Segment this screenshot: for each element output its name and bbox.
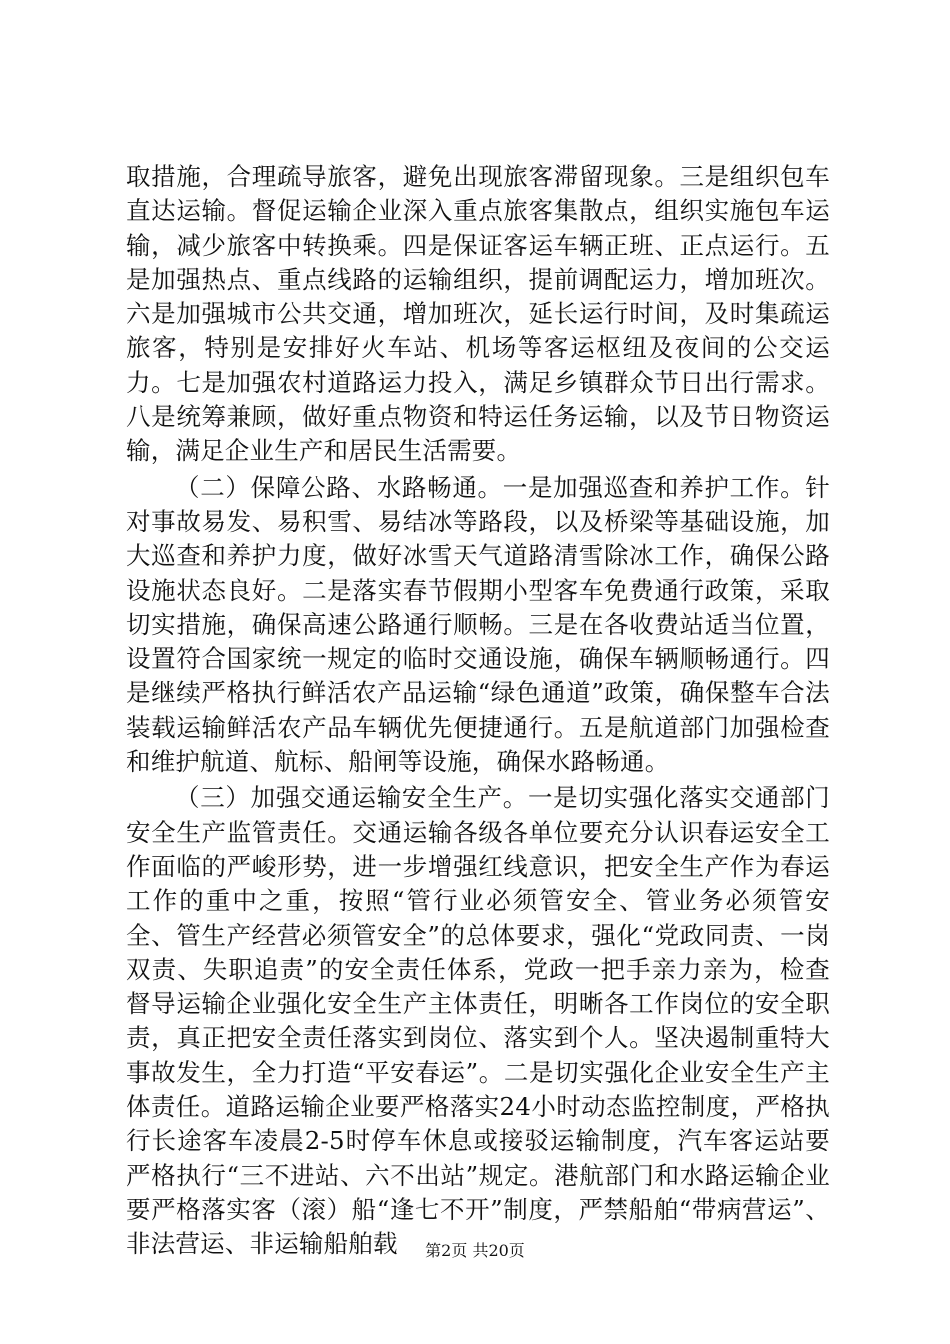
paragraph-section-three: （三）加强交通运输安全生产。一是切实强化落实交通部门安全生产监管责任。交通运输各级各单位要充分认识春运安全工作面临的严峻形势，进一步增强红线意识，把安全生产作为春运工作的重中之重，按照“管行业必须管安全、管业务必须管安全、管生产经营必须管安全”的总体要求，强化“党政同责、一岗双责、失职追责”的安全责任体系，党政一把手亲力亲为，检查督导运输企业强化安全生产主体责任，明晰各工作岗位的安全职责，真正把安全责任落实到岗位、落实到个人。坚决遏制重特大事故发生，全力打造“平安春运”。二是切实强化企业安全生产主体责任。道路运输企业要严格落实24小时动态监控制度，严格执行长途客车凌晨2-5时停车休息或接驳运输制度，汽车客运站要严格执行“三不进站、六不出站”规定。港航部门和水路运输企业要严格落实客（滚）船“逢七不开”制度，严禁船舶“带病营运”、非法营运、非运输船舶载 [126, 783, 830, 1259]
page-number-footer: 第2页 共20页 [425, 1241, 525, 1260]
paragraph-continuation: 取措施，合理疏导旅客，避免出现旅客滞留现象。三是组织包车直达运输。督促运输企业深入重点旅客集散点，组织实施包车运输，减少旅客中转换乘。四是保证客运车辆正班、正点运行。五是加强热点、重点线路的运输组织，提前调配运力，增加班次。六是加强城市公共交通，增加班次，延长运行时间，及时集疏运旅客，特别是安排好火车站、机场等客运枢纽及夜间的公交运力。七是加强农村道路运力投入，满足乡镇群众节日出行需求。八是统筹兼顾，做好重点物资和特运任务运输，以及节日物资运输，满足企业生产和居民生活需要。 [126, 162, 830, 466]
document-body [126, 160, 830, 1264]
paragraph-section-two: （二）保障公路、水路畅通。一是加强巡查和养护工作。针对事故易发、易积雪、易结冰等路段，以及桥梁等基础设施，加大巡查和养护力度，做好冰雪天气道路清雪除冰工作，确保公路设施状态良好。二是落实春节假期小型客车免费通行政策，采取切实措施，确保高速公路通行顺畅。三是在各收费站适当位置，设置符合国家统一规定的临时交通设施，确保车辆顺畅通行。四是继续严格执行鲜活农产品运输“绿色通道”政策，确保整车合法装载运输鲜活农产品车辆优先便捷通行。五是航道部门加强检查和维护航道、航标、船闸等设施，确保水路畅通。 [126, 472, 830, 777]
